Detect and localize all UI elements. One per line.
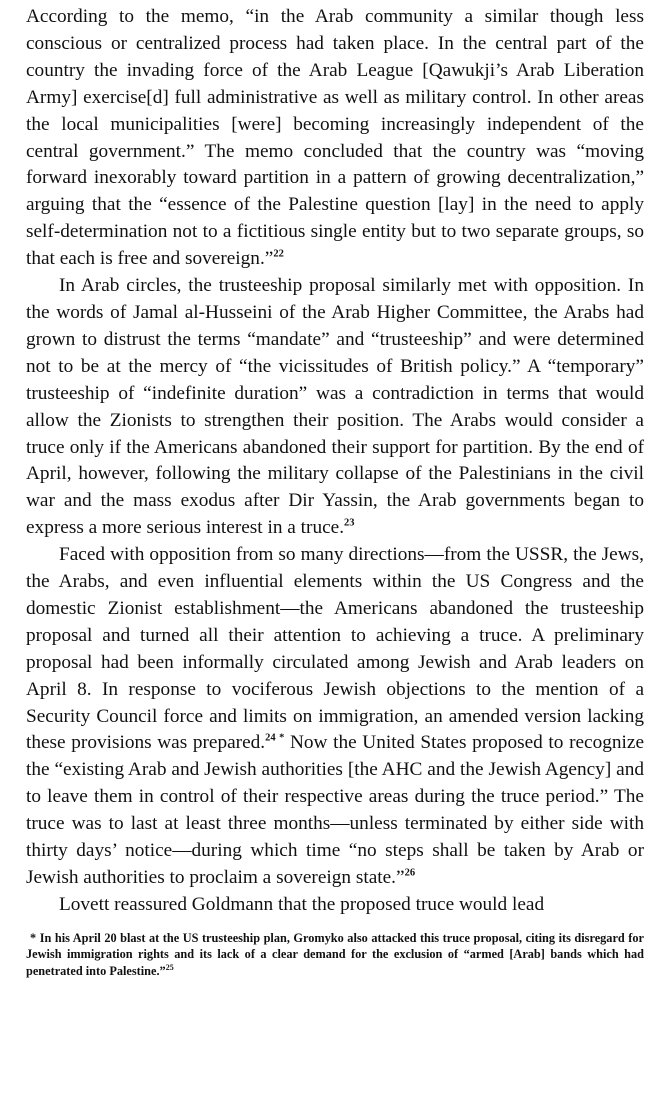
paragraph-memo: [26, 4, 644, 273]
footnote-marker-ref: *: [275, 733, 285, 745]
paragraph-arab-circles: [26, 273, 644, 542]
paragraph-text: According to the memo, “in the Arab community a similar though less conscious or centralized process had taken place. In the central part of the country the invading force of the Arab League [Qawukji’s Arab Liberation Army] exercise[d] full administrative as well as military control. In other areas the local municipalities [were] becoming increasingly independent of the central government.” The memo concluded that the country was “moving forward inexorably toward partition in a pattern of growing decentralization,” arguing that the “essence of the Palestine question [lay] in the need to apply self-determination not to a fictitious single entity but to two separate groups, so that each is free and sovereign.”: [26, 6, 644, 270]
note-ref-26: 26: [404, 867, 416, 879]
footnote-text: In his April 20 blast at the US trusteeship plan, Gromyko also attacked this truce proposal, citing its disregard for Jewish immigration rights and its lack of a clear demand for the exclusion of “armed [Arab] bands which had penetrated into Palestine.”: [26, 930, 644, 978]
body-text: [26, 4, 644, 919]
paragraph-text: Faced with opposition from so many directions—from the USSR, the Jews, the Arabs, and even influential elements within the US Congress and the domestic Zionist establishment—the Americans abandoned the trusteeship proposal and turned all their attention to achieving a truce. A preliminary proposal had been informally circulated among Jewish and Arab leaders on April 8. In response to vociferous Jewish objections to the mention of a Security Council force and limits on immigration, an amended version lacking these provisions was prepared.: [26, 544, 644, 754]
footnote-marker: *: [30, 930, 37, 945]
paragraph-text: In Arab circles, the trusteeship proposal similarly met with opposition. In the words of Jamal al-Husseini of the Arab Higher Committee, the Arabs had grown to distrust the terms “mandate” and “trusteeship” and were determined not to be at the mercy of “the vicissitudes of British policy.” A “temporary” trusteeship of “indefinite duration” was a contradiction in terms that would allow the Zionists to strengthen their position. The Arabs would consider a truce only if the Americans abandoned their support for partition. By the end of April, however, following the military collapse of the Palestinians in the civil war and the mass exodus after Dir Yassin, the Arab governments began to express a more serious interest in a truce.: [26, 275, 644, 539]
note-ref-23: 23: [344, 517, 355, 529]
paragraph-text-continued: Now the United States proposed to recognize the “existing Arab and Jewish authorities [the AHC and the Jewish Agency] and to leave them in control of their respective areas during the truce period.” The truce was to last at least three months—unless terminated by either side with thirty days’ notice—during which time “no steps shall be taken by Arab or Jewish authorities to proclaim a sovereign state.”: [26, 732, 645, 888]
paragraph-lovett: [26, 892, 644, 919]
paragraph-faced-with-opposition: [26, 542, 644, 892]
paragraph-text: Lovett reassured Goldmann that the proposed truce would lead: [59, 893, 545, 915]
note-ref-22: 22: [273, 248, 284, 260]
note-ref-24: 24: [265, 733, 276, 745]
footnote-area: [26, 930, 644, 979]
footnote-note-ref-25: 25: [165, 962, 174, 972]
footnote: [26, 930, 644, 979]
